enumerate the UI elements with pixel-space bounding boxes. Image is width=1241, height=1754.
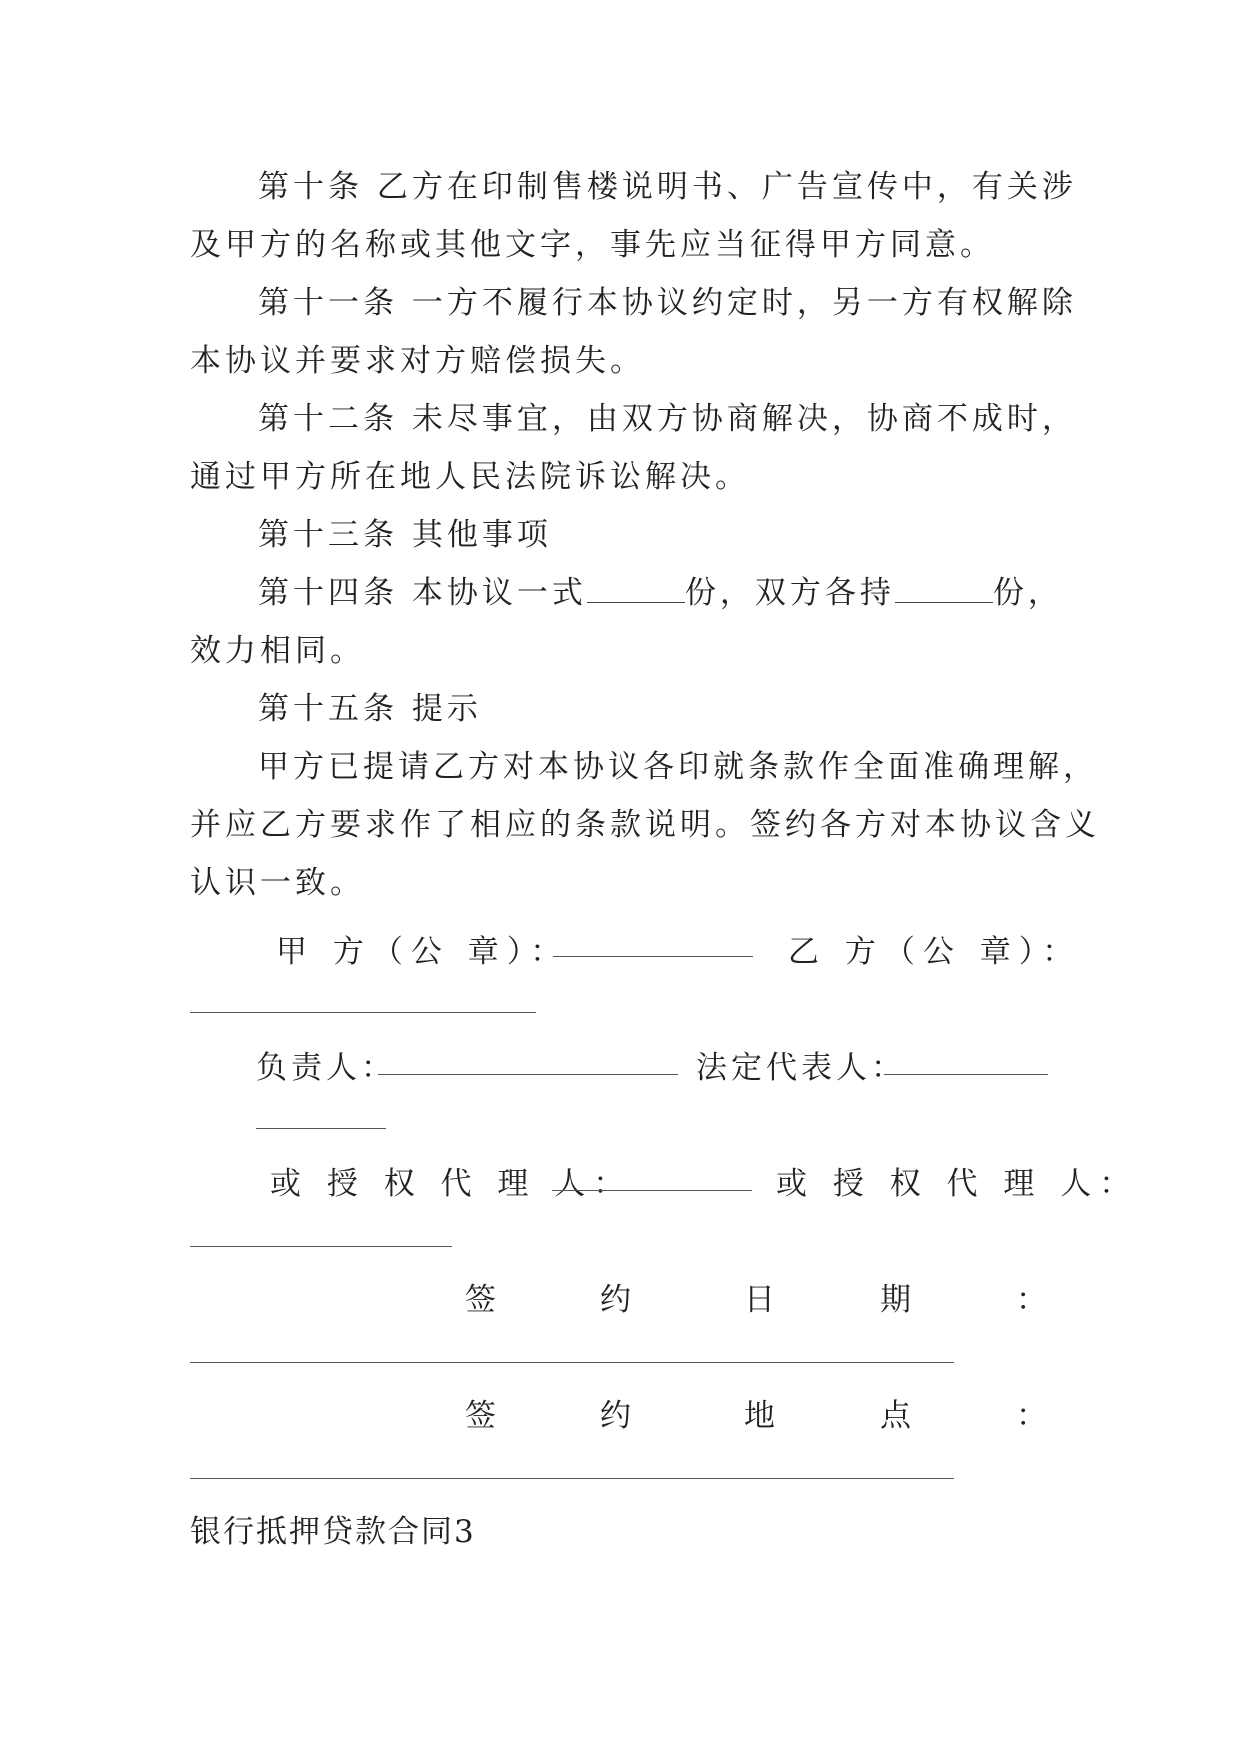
copies-each-blank — [895, 572, 993, 603]
legal-representative-blank-2 — [256, 1128, 386, 1129]
copies-total-blank — [587, 572, 685, 603]
sign-date-char-5: ： — [1016, 1282, 1047, 1318]
tip-line-3: 认识一致。 — [190, 865, 365, 901]
sign-date-char-1: 签 — [465, 1282, 496, 1318]
agent-a-label: 或 授 权 代 理 人： — [270, 1166, 633, 1202]
sign-date-char-4: 期 — [880, 1282, 911, 1318]
sign-place-char-2: 约 — [600, 1398, 631, 1434]
article-12-line-2: 通过甲方所在地人民法院诉讼解决。 — [190, 459, 750, 495]
responsible-person-blank — [378, 1074, 678, 1075]
legal-representative-label: 法定代表人： — [696, 1050, 906, 1086]
sign-place-char-3: 地 — [744, 1398, 775, 1434]
article-14-prefix: 第十四条 本协议一式 — [258, 575, 587, 611]
legal-representative-blank-1 — [884, 1074, 1048, 1075]
responsible-person-label: 负责人： — [256, 1050, 396, 1086]
article-14-middle: 份，双方各持 — [684, 575, 895, 611]
article-10-line-2: 及甲方的名称或其他文字，事先应当征得甲方同意。 — [190, 227, 995, 263]
next-contract-title: 银行抵押贷款合同3 — [190, 1514, 476, 1550]
sign-date-char-3: 日 — [744, 1282, 775, 1318]
agent-b-label: 或 授 权 代 理 人： — [776, 1166, 1139, 1202]
sign-date-blank — [190, 1362, 954, 1363]
sign-place-blank — [190, 1478, 954, 1479]
agent-b-blank — [190, 1246, 452, 1247]
tip-line-2: 并应乙方要求作了相应的条款说明。签约各方对本协议含义 — [190, 807, 1100, 843]
party-b-seal-label: 乙 方（公 章）： — [788, 934, 1082, 970]
article-11-line-1: 第十一条 一方不履行本协议约定时，另一方有权解除 — [258, 285, 1077, 321]
party-a-seal-label: 甲 方（公 章）： — [276, 934, 570, 970]
article-12-line-1: 第十二条 未尽事宜，由双方协商解决，协商不成时， — [258, 401, 1077, 437]
article-14-suffix: 份， — [992, 575, 1063, 611]
sign-date-char-2: 约 — [600, 1282, 631, 1318]
article-15: 第十五条 提示 — [258, 691, 482, 727]
article-11-line-2: 本协议并要求对方赔偿损失。 — [190, 343, 645, 379]
article-14-line-2: 效力相同。 — [190, 633, 365, 669]
party-b-seal-blank — [190, 1012, 536, 1013]
article-13: 第十三条 其他事项 — [258, 517, 552, 553]
agent-a-blank — [552, 1190, 752, 1191]
tip-line-1: 甲方已提请乙方对本协议各印就条款作全面准确理解， — [258, 749, 1098, 785]
party-a-seal-blank — [553, 956, 753, 957]
sign-place-char-1: 签 — [465, 1398, 496, 1434]
sign-place-char-5: ： — [1016, 1398, 1047, 1434]
article-10-line-1: 第十条 乙方在印制售楼说明书、广告宣传中，有关涉 — [258, 169, 1077, 205]
article-14-line-1 — [190, 564, 1118, 622]
sign-place-char-4: 点 — [880, 1398, 911, 1434]
